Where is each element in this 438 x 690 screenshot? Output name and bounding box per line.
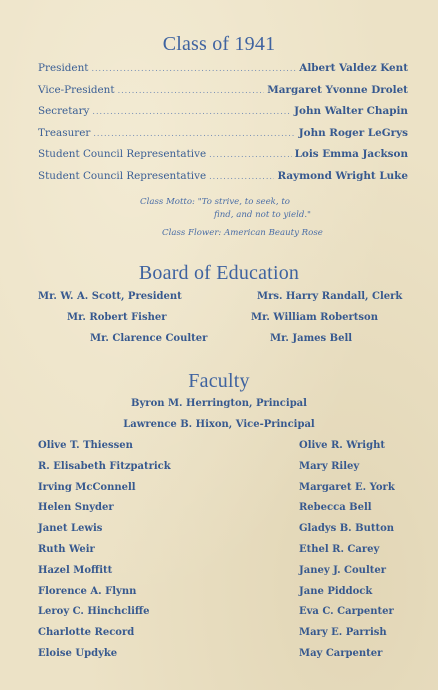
officer-name: Margaret Yvonne Drolet [267, 83, 408, 96]
board-member: Mr. William Robertson [251, 312, 378, 323]
leader-dots [209, 150, 291, 159]
board-row [0, 312, 438, 333]
officer-row [38, 84, 408, 106]
officer-role: Student Council Representative [38, 169, 207, 182]
leader-dots [209, 172, 274, 181]
board-member: Mrs. Harry Randall, Clerk [257, 291, 403, 302]
class-motto [140, 196, 360, 209]
faculty-title: Faculty [188, 370, 250, 392]
faculty-member: Margaret E. York [299, 481, 395, 493]
faculty-member: Rebecca Bell [299, 502, 372, 514]
leader-dots [91, 64, 296, 73]
officer-row [38, 148, 408, 170]
officer-name: Raymond Wright Luke [277, 169, 408, 182]
officers-list [38, 62, 408, 191]
faculty-member: Leroy C. Hinchcliffe [38, 606, 150, 618]
motto-line-1: "To strive, to seek, to [197, 197, 290, 207]
faculty-member: Eva C. Carpenter [299, 606, 394, 618]
class-title: Class of 1941 [162, 33, 276, 55]
faculty-member: Hazel Moffitt [38, 564, 113, 576]
flower-value: American Beauty Rose [224, 228, 323, 238]
officer-name: John Roger LeGrys [298, 126, 408, 139]
class-flower [140, 227, 360, 240]
leader-dots [118, 86, 265, 95]
faculty-member: Eloise Updyke [38, 647, 118, 659]
leader-dots [92, 107, 291, 116]
faculty-member: Mary Riley [299, 460, 360, 472]
officer-role: President [38, 62, 89, 74]
board-row [0, 333, 438, 354]
board-member: Mr. W. A. Scott, President [38, 291, 182, 302]
motto-line-2: find, and not to yield." [214, 209, 311, 220]
board-row [0, 291, 438, 312]
board-title: Board of Education [138, 262, 300, 284]
board-member: Mr. Clarence Coulter [90, 333, 208, 344]
board-member: Mr. James Bell [270, 333, 353, 344]
class-motto-block [140, 196, 360, 240]
officer-row [38, 105, 408, 127]
motto-label: Class Motto: [140, 197, 195, 207]
faculty-member: Helen Snyder [38, 502, 114, 514]
board-members [0, 291, 438, 354]
officer-name: Lois Emma Jackson [294, 148, 408, 160]
faculty-member: May Carpenter [299, 647, 383, 659]
vice-principal: Lawrence B. Hixon, Vice-Principal [123, 419, 315, 430]
faculty-member: Irving McConnell [38, 481, 136, 493]
faculty-member: Gladys B. Button [299, 523, 395, 535]
faculty-member: Mary E. Parrish [299, 627, 387, 639]
faculty-member: Olive R. Wright [299, 440, 385, 451]
officer-row [38, 170, 408, 192]
officer-role: Student Council Representative [38, 148, 207, 160]
faculty-member: Janet Lewis [38, 523, 103, 535]
officer-role: Secretary [38, 105, 90, 117]
faculty-member: Ruth Weir [38, 543, 95, 555]
board-member: Mr. Robert Fisher [67, 312, 167, 323]
faculty-member: Olive T. Thiessen [38, 440, 133, 451]
faculty-member: Charlotte Record [38, 627, 135, 639]
officer-name: Albert Valdez Kent [299, 62, 408, 74]
officer-row [38, 62, 408, 84]
officer-role: Vice-President [38, 83, 115, 96]
principal: Byron M. Herrington, Principal [131, 398, 307, 409]
leader-dots [93, 129, 295, 138]
flower-label: Class Flower: [162, 228, 222, 238]
faculty-list-left [38, 440, 171, 669]
faculty-list-right [299, 440, 395, 669]
officer-row [38, 127, 408, 149]
officer-name: John Walter Chapin [294, 105, 408, 117]
faculty-member: Florence A. Flynn [38, 585, 137, 597]
officer-role: Treasurer [38, 126, 91, 139]
faculty-member: Ethel R. Carey [299, 543, 380, 555]
faculty-member: Janey J. Coulter [299, 564, 387, 576]
faculty-member: Jane Piddock [299, 585, 373, 597]
faculty-member: R. Elisabeth Fitzpatrick [38, 460, 171, 472]
